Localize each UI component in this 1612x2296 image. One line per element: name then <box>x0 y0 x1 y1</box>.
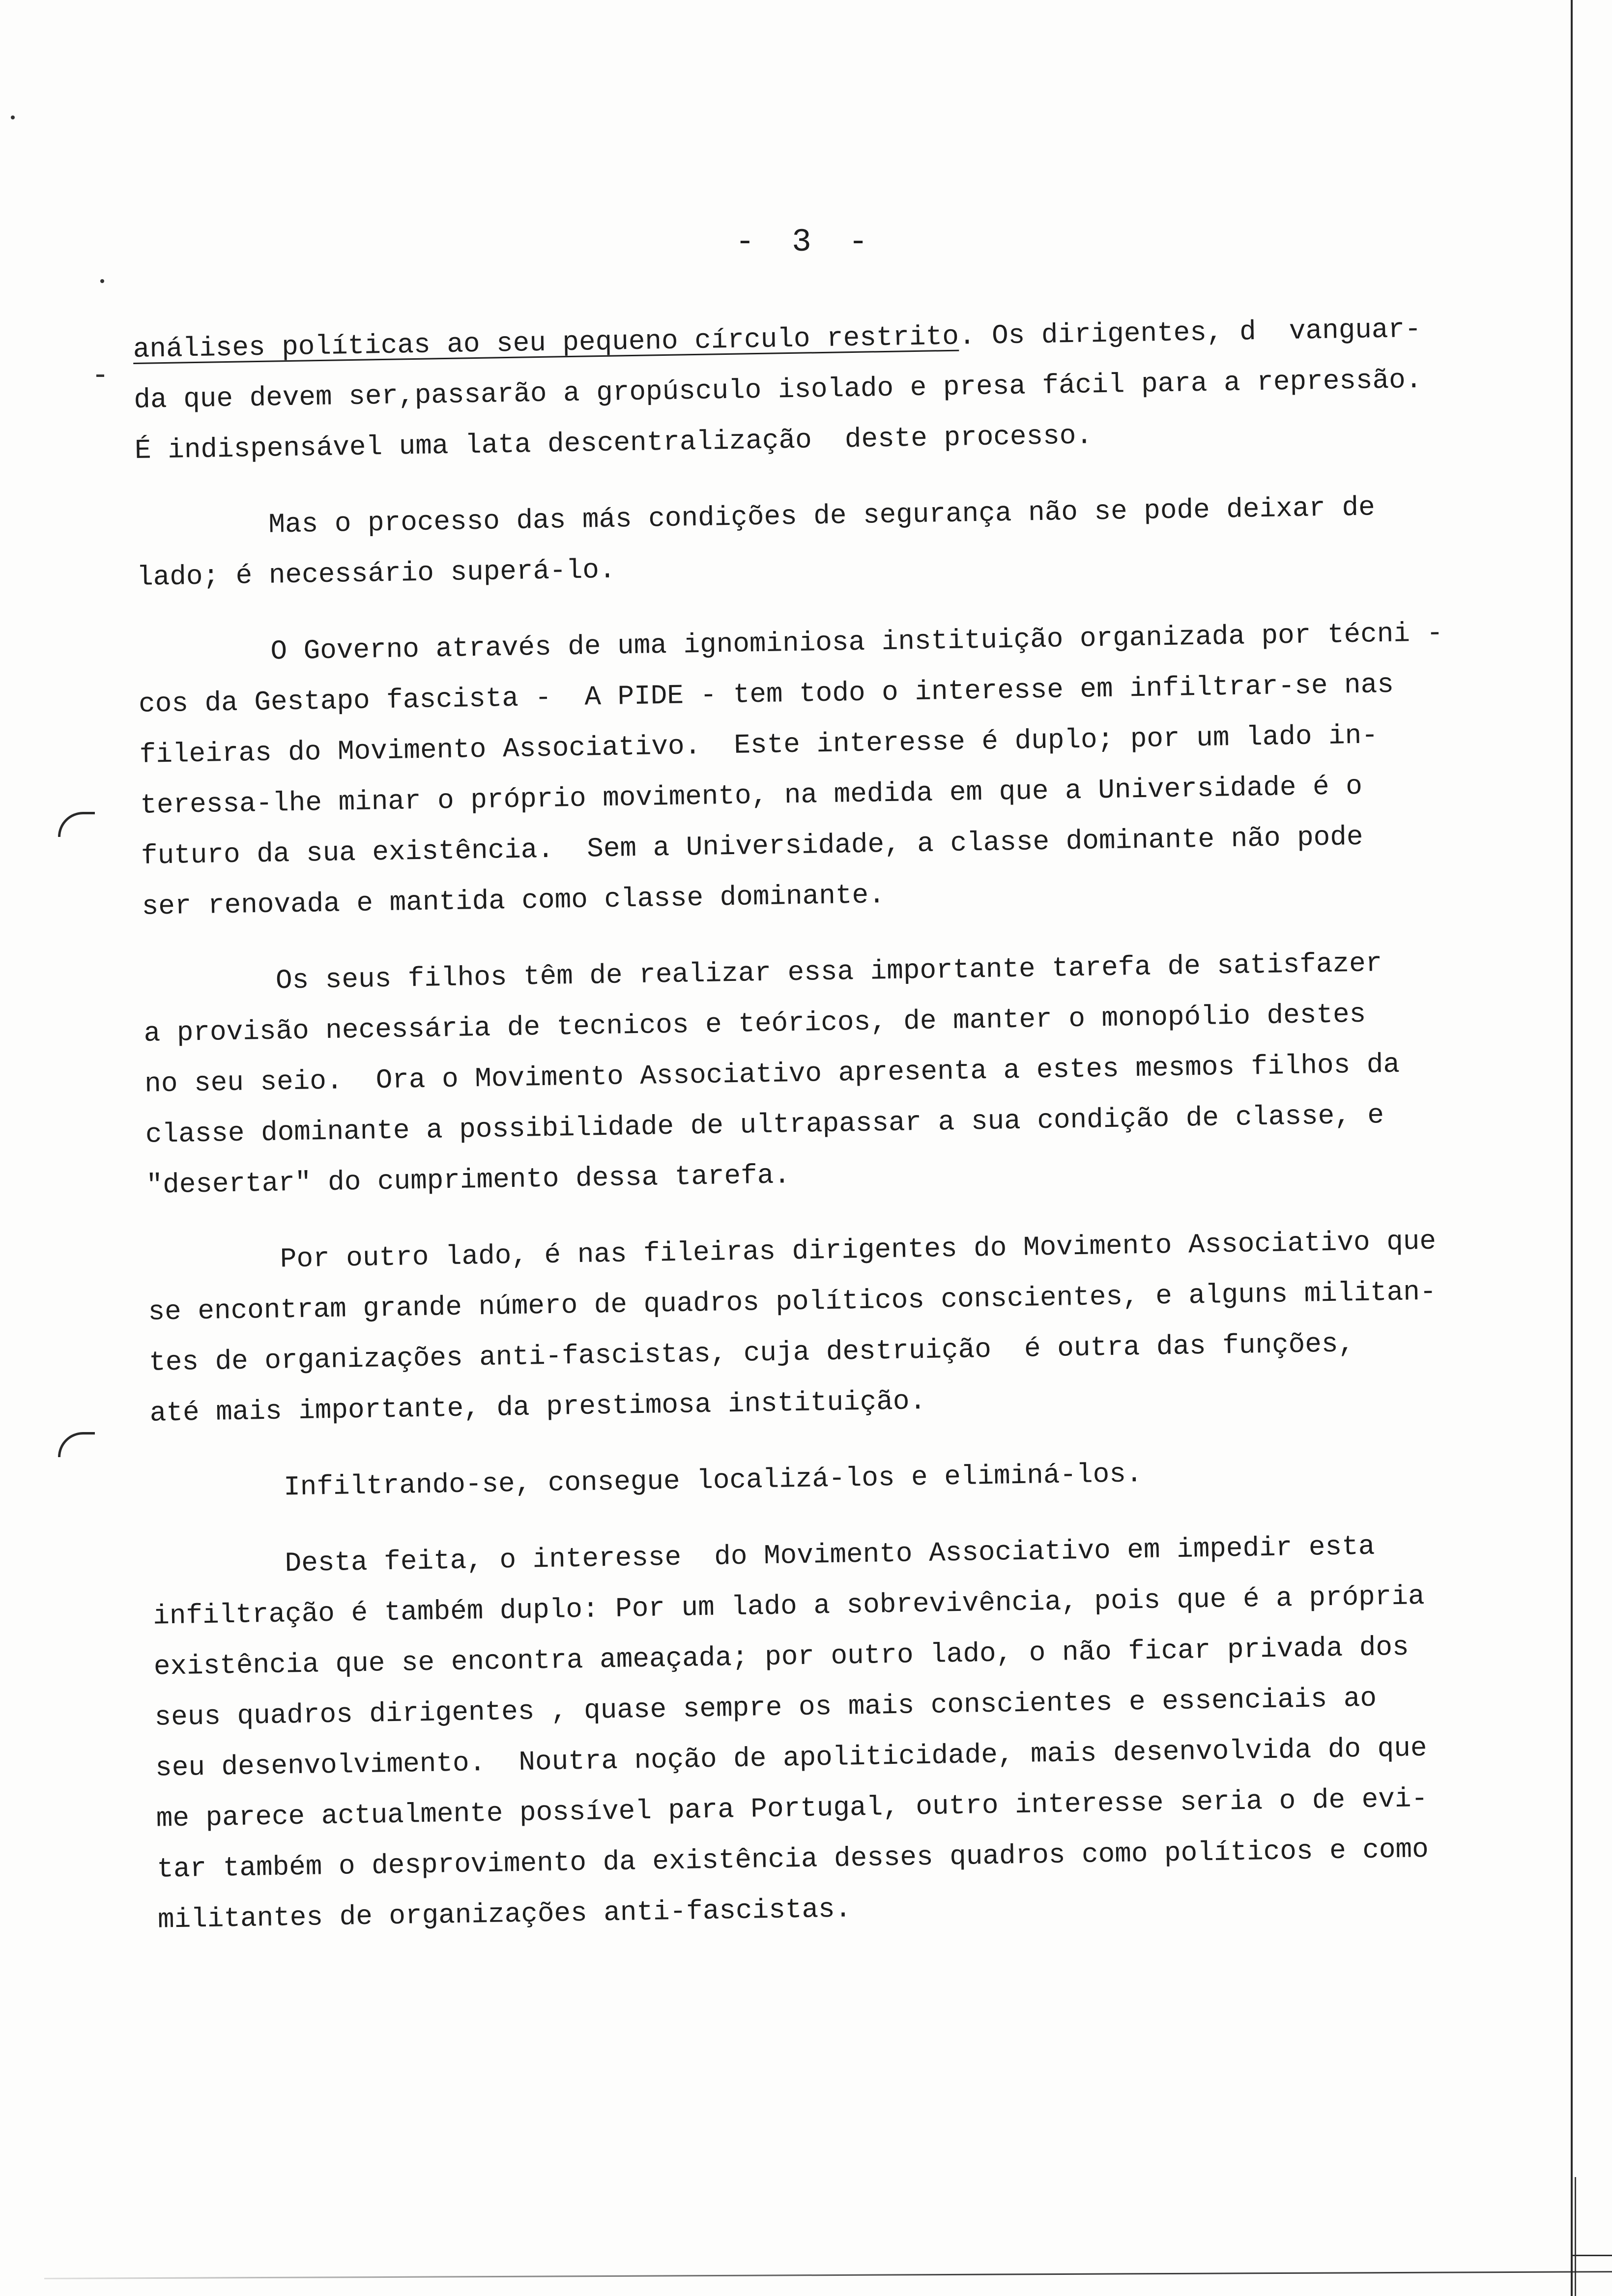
text-line: lado; é necessário superá-lo. <box>136 554 616 593</box>
text-line: militantes de organizações anti-fascistas. <box>157 1893 852 1936</box>
text-line: se encontram grande número de quadros políticos conscientes, e alguns militan- <box>148 1276 1437 1328</box>
text-line: a provisão necessária de tecnicos e teóricos, de manter o monopólio destes <box>144 998 1366 1049</box>
text-segment: . Os dirigentes, d vanguar- <box>958 313 1422 352</box>
text-line: cos da Gestapo fascista - A PIDE - tem todo o interesse em infiltrar-se nas <box>138 668 1394 720</box>
page-edge-line <box>1573 2255 1612 2256</box>
page-edge-line <box>44 2271 1612 2279</box>
text-line: da que devem ser,passarão a gropúsculo isolado e presa fácil para a repressão. <box>133 364 1422 416</box>
text-line: Infiltrando-se, consegue localizá-los e eliminá-los. <box>283 1458 1143 1503</box>
paragraph <box>133 304 1452 476</box>
page-edge-line <box>1575 2177 1576 2296</box>
text-line: tar também o desprovimento da existência desses quadros como políticos e como <box>156 1833 1429 1885</box>
text-line: até mais importante, da prestimosa instituição. <box>149 1385 926 1429</box>
text-line: seu desenvolvimento. Noutra noção de apoliticidade, mais desenvolvida do que <box>155 1732 1427 1784</box>
paragraph <box>143 937 1464 1211</box>
paragraph <box>136 481 1454 603</box>
text-line: me parece actualmente possível para Portugal, outro interesse seria o de evi- <box>156 1782 1428 1835</box>
underlined-phrase: análises políticas ao seu pequeno círculo restrito <box>133 320 959 365</box>
text-line: tes de organizações anti-fascistas, cuja destruição é outra das funções, <box>148 1328 1355 1378</box>
text-line: classe dominante a possibilidade de ultrapassar a sua condição de classe, e <box>145 1099 1384 1150</box>
text-line: Desta feita, o interesse do Movimento Associativo em impedir esta <box>285 1530 1375 1579</box>
body-text <box>133 304 1475 1971</box>
paragraph <box>147 1216 1467 1439</box>
text-line: ser renovada e mantida como classe dominante. <box>142 879 886 922</box>
text-line: no seu seio. Ora o Movimento Associativo apresenta a estes mesmos filhos da <box>144 1048 1400 1100</box>
page-edge-line <box>1571 0 1573 2296</box>
paragraph <box>138 608 1459 932</box>
text-line: Por outro lado, é nas fileiras dirigentes do Movimento Associativo que <box>280 1225 1437 1275</box>
text-line: futuro da sua existência. Sem a Universidade, a classe dominante não pode <box>141 821 1364 872</box>
text-line: Mas o processo das más condições de segurança não se pode deixar de <box>268 491 1376 541</box>
text-line: É indispensável uma lata descentralização deste processo. <box>134 420 1093 466</box>
margin-dot <box>100 279 104 283</box>
text-line: fileiras do Movimento Associativo. Este interesse é duplo; por um lado in- <box>139 719 1379 771</box>
margin-bracket-mark <box>58 812 95 837</box>
text-line: existência que se encontra ameaçada; por outro lado, o não ficar privada dos <box>153 1631 1410 1683</box>
page-number: - 3 - <box>735 224 877 260</box>
margin-dash <box>96 374 104 377</box>
paragraph <box>152 1520 1475 1946</box>
text-line: teressa-lhe minar o próprio movimento, na medida em que a Universidade é o <box>140 770 1363 821</box>
text-line: seus quadros dirigentes , quase sempre os mais conscientes e essenciais ao <box>154 1682 1377 1733</box>
margin-dot <box>11 115 15 119</box>
paragraph <box>150 1444 1468 1515</box>
text-line: O Governo através de uma ignominiosa instituição organizada por técni - <box>270 617 1443 667</box>
text-line: Os seus filhos têm de realizar essa importante tarefa de satisfazer <box>275 947 1382 997</box>
text-line: infiltração é também duplo: Por um lado a sobrevivência, pois que é a própria <box>152 1580 1425 1632</box>
text-line: "desertar" do cumprimento dessa tarefa. <box>146 1159 791 1201</box>
margin-bracket-mark <box>58 1432 95 1457</box>
